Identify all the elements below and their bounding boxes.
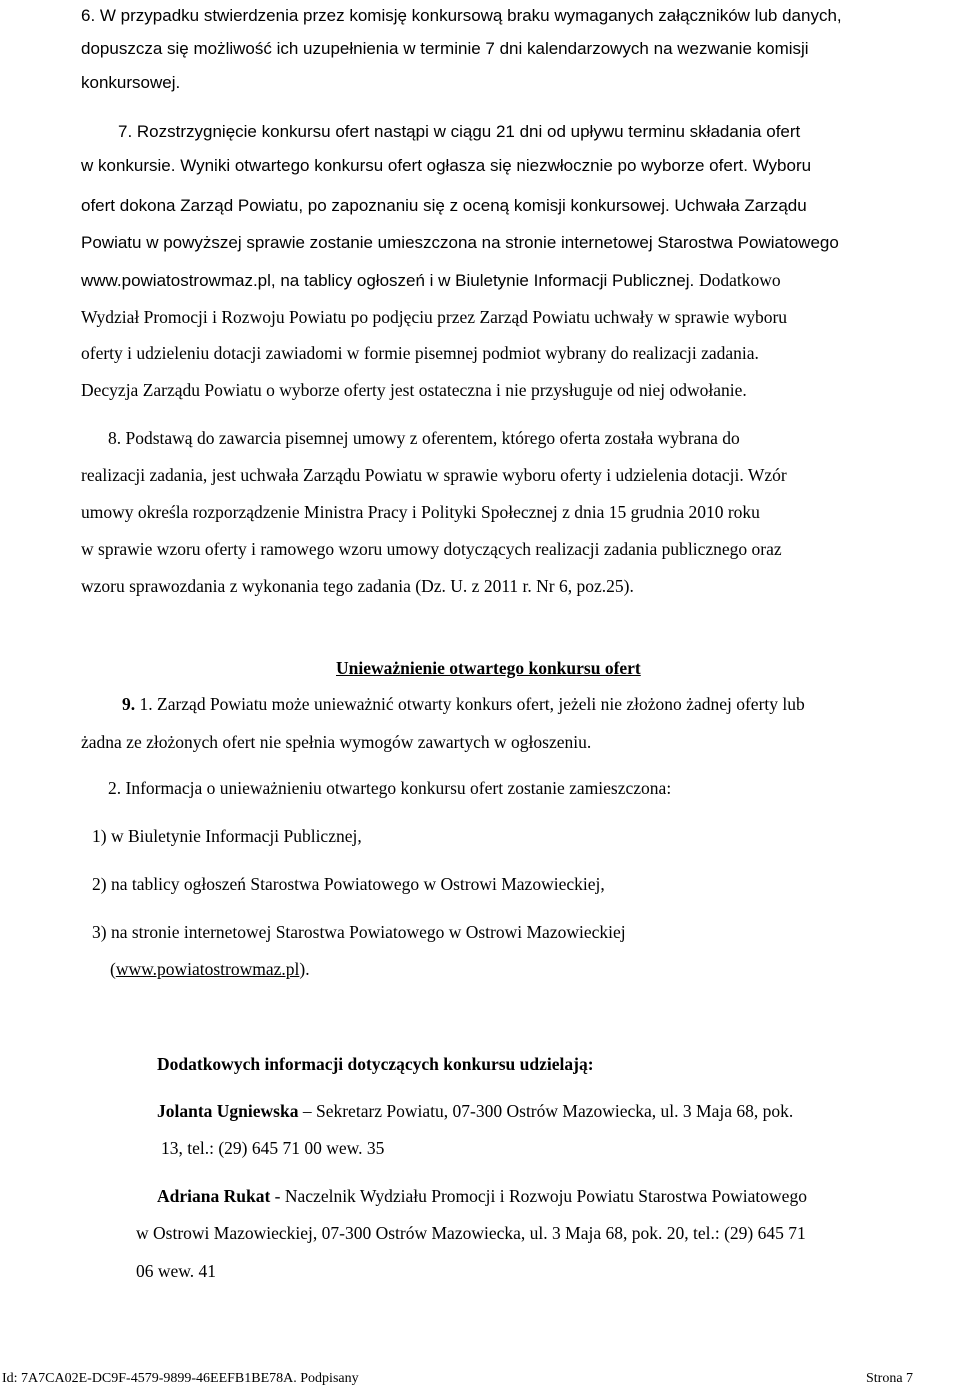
- p6-line-2: dopuszcza się możliwość ich uzupełnienia w terminie 7 dni kalendarzowych na wezwanie komisji: [81, 39, 809, 58]
- p7-line-5-serif: Dodatkowo: [698, 270, 781, 290]
- contact-1-details: – Sekretarz Powiatu, 07-300 Ostrów Mazowiecka, ul. 3 Maja 68, pok.: [298, 1101, 794, 1121]
- section9-heading: Unieważnienie otwartego konkursu ofert: [336, 658, 641, 678]
- p7-line-7: oferty i udzieleniu dotacji zawiadomi w formie pisemnej podmiot wybrany do realizacji zadania.: [81, 343, 759, 363]
- footer-id: Id: 7A7CA02E-DC9F-4579-9899-46EEFB1BE78A. Podpisany: [2, 1371, 359, 1386]
- section9-item-3: 3) na stronie internetowej Starostwa Powiatowego w Ostrowi Mazowieckiej: [92, 922, 626, 942]
- p7-line-4: Powiatu w powyższej sprawie zostanie umieszczona na stronie internetowej Starostwa Powiatowego: [81, 233, 839, 252]
- p6-line-3: konkursowej.: [81, 73, 181, 92]
- p8-line-2: realizacji zadania, jest uchwała Zarządu Powiatu w sprawie wyboru oferty i udzielenia dotacji. Wzór: [81, 465, 787, 485]
- section9-line-1: [122, 694, 805, 714]
- p8-line-5: wzoru sprawozdania z wykonania tego zadania (Dz. U. z 2011 r. Nr 6, poz.25).: [81, 576, 634, 596]
- contact-1-name: Jolanta Ugniewska: [157, 1101, 299, 1121]
- contact-2-line-3: 06 wew. 41: [136, 1261, 217, 1281]
- p6-line-1: 6. W przypadku stwierdzenia przez komisję konkursową braku wymaganych załączników lub danych,: [81, 6, 842, 25]
- p7-line-6: Wydział Promocji i Rozwoju Powiatu po podjęciu przez Zarząd Powiatu uchwały w sprawie wyboru: [81, 307, 788, 327]
- contact-2-line-2: w Ostrowi Mazowieckiej, 07-300 Ostrów Mazowiecka, ul. 3 Maja 68, pok. 20, tel.: (29) 645 71: [136, 1223, 806, 1243]
- contact-1-line-2: 13, tel.: (29) 645 71 00 wew. 35: [161, 1138, 385, 1158]
- paren-open: (: [110, 959, 116, 979]
- section9-line-3: 2. Informacja o unieważnieniu otwartego konkursu ofert zostanie zamieszczona:: [108, 778, 672, 798]
- contact-1-line-1: [157, 1101, 793, 1121]
- p7-line-1: 7. Rozstrzygnięcie konkursu ofert nastąpi w ciągu 21 dni od upływu terminu składania ofert: [118, 122, 801, 141]
- p8-line-4: w sprawie wzoru oferty i ramowego wzoru umowy dotyczących realizacji zadania publicznego oraz: [81, 539, 782, 559]
- section9-item-1: 1) w Biuletynie Informacji Publicznej,: [92, 826, 362, 846]
- section9-line-1-text: 1. Zarząd Powiatu może unieważnić otwarty konkurs ofert, jeżeli nie złożono żadnej oferty lub: [139, 694, 805, 714]
- footer-page-number: Strona 7: [866, 1371, 914, 1386]
- website-link[interactable]: www.powiatostrowmaz.pl: [115, 959, 300, 979]
- section9-item-2: 2) na tablicy ogłoszeń Starostwa Powiatowego w Ostrowi Mazowieckiej,: [92, 874, 605, 894]
- contacts-heading: Dodatkowych informacji dotyczących konkursu udzielają:: [157, 1054, 594, 1074]
- p7-line-5: [81, 270, 781, 291]
- contact-2-line-1: [157, 1186, 807, 1206]
- p8-line-1: 8. Podstawą do zawarcia pisemnej umowy z oferentem, którego oferta została wybrana do: [108, 428, 740, 448]
- contact-2-details: - Naczelnik Wydziału Promocji i Rozwoju Powiatu Starostwa Powiatowego: [270, 1186, 807, 1206]
- p7-line-5-sans: www.powiatostrowmaz.pl, na tablicy ogłoszeń i w Biuletynie Informacji Publicznej.: [81, 271, 695, 290]
- contact-2-name: Adriana Rukat: [157, 1186, 271, 1206]
- paren-close: ).: [299, 959, 310, 979]
- p8-line-3: umowy określa rozporządzenie Ministra Pracy i Polityki Społecznej z dnia 15 grudnia 2010 roku: [81, 502, 760, 522]
- p7-line-8: Decyzja Zarządu Powiatu o wyborze oferty jest ostateczna i nie przysługuje od niej odwołanie.: [81, 380, 747, 400]
- section9-item-3-cont: [110, 959, 310, 979]
- section9-line-2: żadna ze złożonych ofert nie spełnia wymogów zawartych w ogłoszeniu.: [81, 732, 592, 752]
- section9-number: 9.: [122, 694, 136, 714]
- p7-line-3: ofert dokona Zarząd Powiatu, po zapoznaniu się z oceną komisji konkursowej. Uchwała Zarządu: [81, 196, 807, 215]
- p7-line-2: w konkursie. Wyniki otwartego konkursu ofert ogłasza się niezwłocznie po wyborze ofert. Wyboru: [81, 156, 812, 175]
